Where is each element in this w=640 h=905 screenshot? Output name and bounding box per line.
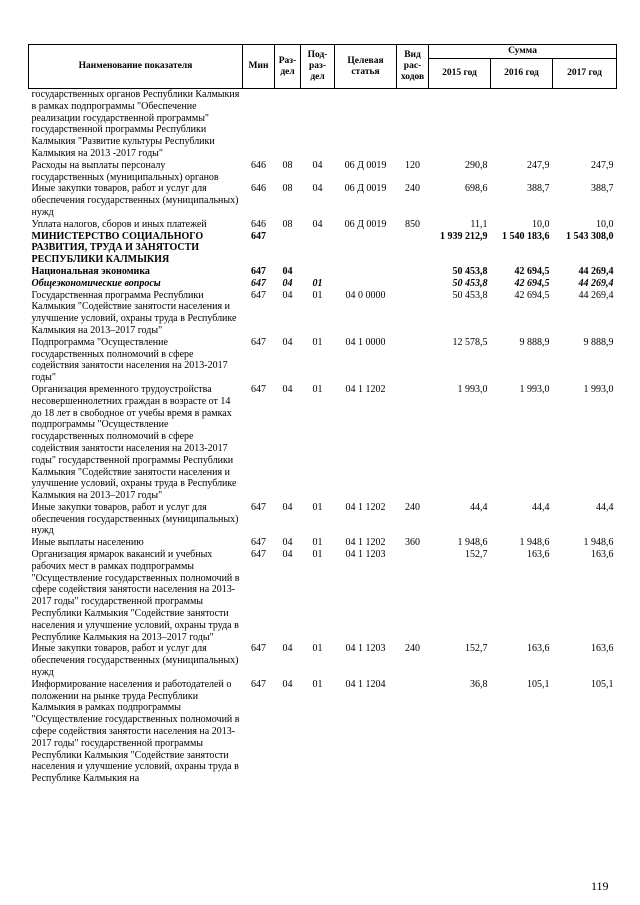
row-ministry: 647 — [251, 277, 266, 289]
row-article — [335, 266, 397, 278]
row-article: 06 Д 0019 — [344, 183, 387, 195]
row-ministry: 647 — [251, 537, 266, 549]
row-ministry: 647 — [251, 549, 266, 561]
row-amount-2017: 1 993,0 — [583, 383, 614, 395]
row-amount-2017: 44 269,4 — [578, 289, 614, 301]
row-amount-2016: 44,4 — [532, 501, 550, 513]
row-name: Государственная программа Республики Калмыкия "Содействие занятости населения и улучшение условий, охраны труда в Республике Калмыкия на 2013–2017 годы" — [31, 289, 237, 336]
row-amount-2016: 42 694,5 — [514, 289, 550, 301]
header-ministry: Мин — [243, 45, 275, 89]
row-subsection: 01 — [312, 501, 323, 513]
header-year-2015: 2015 год — [429, 59, 491, 89]
row-ministry: 647 — [251, 501, 266, 513]
row-name: МИНИСТЕРСТВО СОЦИАЛЬНОГО РАЗВИТИЯ, ТРУДА И ЗАНЯТОСТИ РЕСПУБЛИКИ КАЛМЫКИЯ — [31, 230, 204, 266]
row-ministry: 647 — [251, 230, 266, 242]
row-amount-2016 — [491, 89, 553, 160]
row-name: Иные выплаты населению — [31, 537, 144, 549]
row-expense-type — [397, 679, 429, 785]
row-amount-2017: 10,0 — [596, 218, 614, 230]
row-expense-type — [397, 290, 429, 337]
row-subsection: 01 — [312, 277, 323, 289]
table-row — [29, 643, 617, 678]
row-amount-2017: 1 543 308,0 — [566, 230, 614, 242]
row-amount-2017: 9 888,9 — [583, 336, 614, 348]
row-name: Организация временного трудоустройства несовершеннолетних граждан в возрасте от 14 до 18 лет в свободное от учебы время в рамках подпрограммы "Осуществление государственных полномочий в сфере содействия занятости населения на 2013-2017 годы" государственной программы Республики Калмыкия "Содействие занятости населения и улучшение условий, охраны труда в Республике Калмыкия на 2013–2017 годы" — [31, 383, 237, 502]
row-subsection: 04 — [312, 183, 323, 195]
row-section — [275, 89, 301, 160]
row-ministry: 647 — [251, 383, 266, 395]
row-amount-2015: 50 453,8 — [452, 265, 488, 277]
row-section: 08 — [282, 159, 293, 171]
header-expense-type: Вид рас-ходов — [397, 45, 429, 89]
row-amount-2017: 163,6 — [591, 549, 614, 561]
row-article: 04 1 1204 — [345, 678, 386, 690]
table-row — [29, 502, 617, 537]
row-amount-2015: 698,6 — [465, 183, 488, 195]
row-name: Иные закупки товаров, работ и услуг для обеспечения государственных (муниципальных) нужд — [31, 501, 239, 537]
row-ministry: 646 — [251, 218, 266, 230]
row-subsection — [301, 89, 335, 160]
row-subsection: 01 — [312, 643, 323, 655]
table-row — [29, 183, 617, 218]
page-number: 119 — [591, 879, 609, 893]
row-amount-2015: 12 578,5 — [452, 336, 488, 348]
header-year-2016: 2016 год — [491, 59, 553, 89]
row-section: 04 — [282, 643, 293, 655]
row-article — [335, 89, 397, 160]
row-amount-2015: 50 453,8 — [452, 289, 488, 301]
row-name: Национальная экономика — [31, 265, 150, 277]
row-expense-type — [397, 337, 429, 384]
row-ministry: 646 — [251, 159, 266, 171]
row-article: 04 1 1202 — [345, 383, 386, 395]
table-row — [29, 160, 617, 184]
table-header — [29, 45, 617, 89]
row-amount-2015: 1 948,6 — [457, 537, 488, 549]
header-subsection: Под-раз-дел — [301, 45, 335, 89]
table-row — [29, 679, 617, 785]
header-section: Раз-дел — [275, 45, 301, 89]
row-ministry: 646 — [251, 183, 266, 195]
row-amount-2016: 105,1 — [527, 678, 550, 690]
row-subsection: 01 — [312, 336, 323, 348]
row-expense-type: 240 — [405, 643, 420, 655]
row-section: 08 — [282, 218, 293, 230]
row-amount-2015: 1 939 212,9 — [440, 230, 488, 242]
row-amount-2017: 163,6 — [591, 643, 614, 655]
row-amount-2016: 247,9 — [527, 159, 550, 171]
row-article: 06 Д 0019 — [344, 218, 387, 230]
table-row — [29, 290, 617, 337]
row-expense-type: 850 — [405, 218, 420, 230]
row-amount-2016: 42 694,5 — [514, 265, 550, 277]
row-expense-type: 120 — [405, 159, 420, 171]
row-amount-2016: 9 888,9 — [519, 336, 550, 348]
row-article: 06 Д 0019 — [344, 159, 387, 171]
row-amount-2017: 44 269,4 — [578, 265, 614, 277]
row-article: 04 1 1202 — [345, 537, 386, 549]
row-article: 04 1 1202 — [345, 501, 386, 513]
row-ministry — [243, 89, 275, 160]
row-amount-2016: 388,7 — [527, 183, 550, 195]
row-name: Информирование населения и работодателей о положении на рынке труда Республики Калмыкия в рамках подпрограммы "Осуществление государственных полномочий в сфере содействия занятости населения на 2013-2017 годы" государственной программы Республики Калмыкия "Содействие занятости населения и улучшение условий, охраны труда в Республике Калмыкия на — [31, 678, 240, 785]
row-amount-2015: 50 453,8 — [452, 277, 488, 289]
row-subsection — [301, 266, 335, 278]
table-body — [29, 89, 617, 786]
row-article — [335, 231, 397, 266]
row-amount-2015: 1 993,0 — [457, 383, 488, 395]
row-subsection: 01 — [312, 537, 323, 549]
row-subsection: 04 — [312, 218, 323, 230]
table-row — [29, 549, 617, 643]
row-expense-type — [397, 384, 429, 502]
row-name: Организация ярмарок вакансий и учебных рабочих мест в рамках подпрограммы "Осуществление государственных полномочий в сфере содействия занятости населения на 2013-2017 годы" государственной программы Республики Калмыкия "Содействие занятости населения и улучшение условий, охраны труда в Республике Калмыкия на 2013–2017 годы" — [31, 549, 240, 643]
row-ministry: 647 — [251, 289, 266, 301]
row-expense-type: 240 — [405, 183, 420, 195]
row-name: Подпрограмма "Осуществление государственных полномочий в сфере содействия занятости населения на 2013-2017 годы" — [31, 336, 228, 384]
row-amount-2017: 44,4 — [596, 501, 614, 513]
row-section: 04 — [282, 277, 293, 289]
row-amount-2016: 42 694,5 — [514, 277, 550, 289]
row-expense-type — [397, 549, 429, 643]
row-subsection: 01 — [312, 383, 323, 395]
row-amount-2016: 1 948,6 — [519, 537, 550, 549]
row-name: государственных органов Республики Калмыкия в рамках подпрограммы "Обеспечение реализации государственной программы" государственной программы Республики Калмыкия "Развитие культуры Республики Калмыкия на 2013 -2017 годы" — [31, 89, 240, 159]
row-name: Иные закупки товаров, работ и услуг для обеспечения государственных (муниципальных) нужд — [31, 183, 239, 218]
row-section: 04 — [282, 289, 293, 301]
row-article: 04 1 1203 — [345, 549, 386, 561]
row-subsection: 01 — [312, 289, 323, 301]
row-section: 04 — [282, 501, 293, 513]
row-amount-2017: 247,9 — [591, 159, 614, 171]
row-amount-2016: 163,6 — [527, 643, 550, 655]
row-ministry: 647 — [251, 678, 266, 690]
row-amount-2017: 44 269,4 — [578, 277, 614, 289]
row-subsection: 01 — [312, 549, 323, 561]
row-section: 04 — [282, 265, 293, 277]
header-sum: Сумма — [429, 45, 617, 59]
row-amount-2016: 1 993,0 — [519, 383, 550, 395]
row-name: Общеэкономические вопросы — [31, 277, 161, 289]
row-section: 04 — [282, 549, 293, 561]
row-section: 04 — [282, 678, 293, 690]
row-ministry: 647 — [251, 643, 266, 655]
table-row — [29, 89, 617, 160]
row-ministry: 647 — [251, 265, 266, 277]
row-section: 08 — [282, 183, 293, 195]
row-amount-2017 — [553, 89, 617, 160]
row-amount-2015: 44,4 — [470, 501, 488, 513]
row-section — [275, 231, 301, 266]
row-name: Иные закупки товаров, работ и услуг для обеспечения государственных (муниципальных) нужд — [31, 643, 239, 679]
row-amount-2016: 163,6 — [527, 549, 550, 561]
row-amount-2017: 1 948,6 — [583, 537, 614, 549]
row-amount-2015: 36,8 — [470, 678, 488, 690]
table-row — [29, 384, 617, 502]
header-name: Наименование показателя — [29, 45, 243, 89]
row-section: 04 — [282, 383, 293, 395]
row-name: Уплата налогов, сборов и иных платежей — [31, 218, 207, 230]
row-subsection: 04 — [312, 159, 323, 171]
row-expense-type — [397, 278, 429, 290]
row-expense-type — [397, 266, 429, 278]
table-row — [29, 231, 617, 266]
row-amount-2016: 1 540 183,6 — [502, 230, 550, 242]
row-article — [335, 278, 397, 290]
row-amount-2015: 290,8 — [465, 159, 488, 171]
row-amount-2015 — [429, 89, 491, 160]
row-ministry: 647 — [251, 336, 266, 348]
row-article: 04 1 0000 — [345, 336, 386, 348]
table-row — [29, 337, 617, 384]
row-article: 04 0 0000 — [345, 289, 386, 301]
budget-table — [28, 44, 617, 785]
header-article: Целевая статья — [335, 45, 397, 89]
row-expense-type — [397, 89, 429, 160]
row-section: 04 — [282, 537, 293, 549]
row-amount-2017: 105,1 — [591, 678, 614, 690]
row-section: 04 — [282, 336, 293, 348]
table-row — [29, 266, 617, 278]
table-row — [29, 219, 617, 231]
row-expense-type — [397, 231, 429, 266]
row-expense-type: 360 — [405, 537, 420, 549]
row-subsection: 01 — [312, 678, 323, 690]
header-year-2017: 2017 год — [553, 59, 617, 89]
row-subsection — [301, 231, 335, 266]
row-name: Расходы на выплаты персоналу государственных (муниципальных) органов — [31, 159, 219, 183]
row-expense-type: 240 — [405, 501, 420, 513]
row-amount-2015: 152,7 — [465, 643, 488, 655]
row-article: 04 1 1203 — [345, 643, 386, 655]
row-amount-2015: 11,1 — [470, 218, 488, 230]
row-amount-2016: 10,0 — [532, 218, 550, 230]
row-amount-2017: 388,7 — [591, 183, 614, 195]
table-row — [29, 278, 617, 290]
table-row — [29, 537, 617, 549]
row-amount-2015: 152,7 — [465, 549, 488, 561]
